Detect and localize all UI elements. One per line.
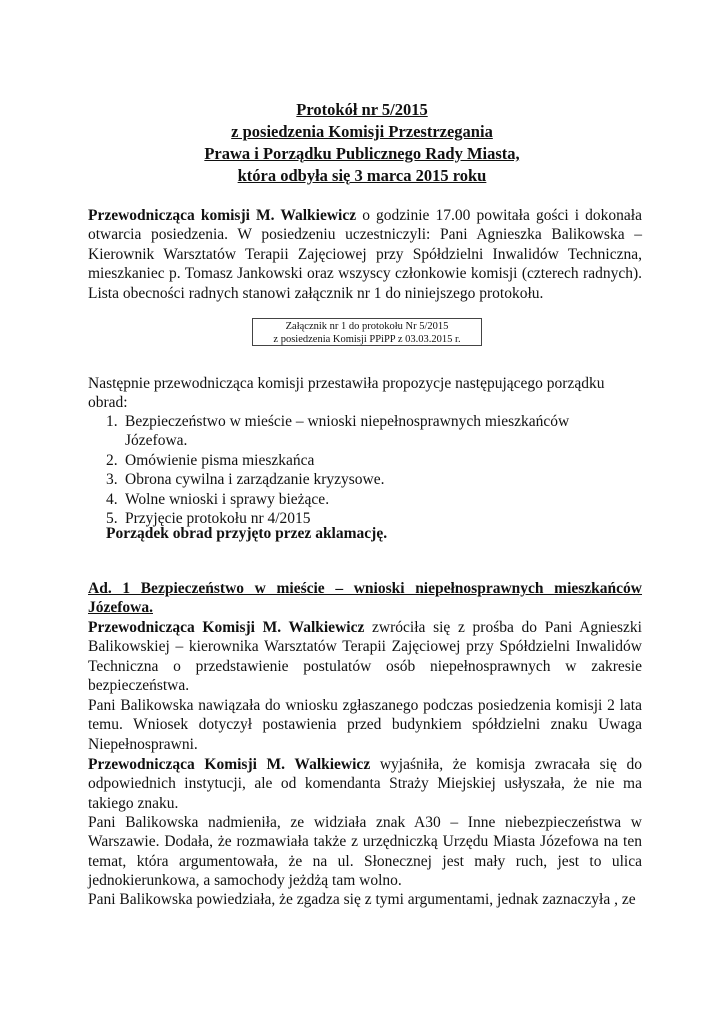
section-1-paragraph-3 (88, 755, 642, 813)
agenda-item (88, 412, 648, 451)
agenda-item (88, 470, 648, 489)
agenda-item-text: Omówienie pisma mieszkańca (125, 451, 315, 469)
agenda-item-number: 5. (106, 510, 118, 528)
agenda-item-number: 2. (106, 451, 118, 469)
agenda-item-text: Wolne wnioski i sprawy bieżące. (125, 490, 330, 508)
chairwoman-name: Przewodnicząca komisji M. Walkiewicz (88, 207, 357, 224)
agenda-item-text: Bezpieczeństwo w mieście – wnioski niepełnosprawnych mieszkańców Józefowa. (125, 413, 570, 450)
section-1-paragraph-4: Pani Balikowska nadmieniła, ze widziała znak A30 – Inne niebezpieczeństwa w Warszawie. Dodała, że rozmawiała także z urzędniczką Urzędu Miasta Józefowa na ten temat, która argumentowała, że na ul. Słonecznej jest mały ruch, jest to ulica jednokierunkowa, a samochody jeżdżą tam wolno. (88, 814, 642, 890)
agenda-item-number: 1. (106, 413, 118, 430)
protocol-title: Protokół nr 5/2015 (296, 100, 428, 119)
agenda-item-text: Obrona cywilna i zarządzanie kryzysowe. (125, 471, 385, 489)
meeting-subtitle-line-2: Prawa i Porządku Publicznego Rady Miasta, (204, 144, 520, 163)
intro-text: o godzinie 17.00 powitała gości i dokonała otwarcia posiedzenia. W posiedzeniu uczestniczyli: Pani Agnieszka Balikowska – Kierownik Warsztatów Terapii Zajęciowej przy Spółdzielni Inwalidów Techniczna, mieszkaniec p. Tomasz Jankowski oraz wszyscy członkowie komisji (czterech radnych). Lista obecności radnych stanowi załącznik nr 1 do niniejszego protokołu. (88, 207, 642, 302)
agenda-item-number: 3. (106, 471, 118, 489)
agenda-item (88, 490, 648, 509)
section-1-paragraph-2: Pani Balikowska nawiązała do wniosku zgłaszanego podczas posiedzenia komisji 2 lata temu. Wniosek dotyczył postawienia przed budynkiem spółdzielni znaku Uwaga Niepełnosprawni. (88, 697, 642, 753)
chairwoman-name: Przewodnicząca Komisji M. Walkiewicz (88, 756, 371, 773)
agenda-item-text: Przyjęcie protokołu nr 4/2015 (125, 510, 311, 528)
agenda-list (88, 412, 648, 528)
agenda-intro: Następnie przewodnicząca komisji przestawiła propozycje następującego porządku obrad: (88, 375, 605, 412)
agenda-item (88, 451, 648, 470)
section-1-heading: Ad. 1 Bezpieczeństwo w mieście – wnioski niepełnosprawnych mieszkańców Józefowa. (88, 580, 642, 617)
chairwoman-name: Przewodnicząca Komisji M. Walkiewicz (88, 619, 365, 636)
meeting-date-line: która odbyła się 3 marca 2015 roku (237, 166, 487, 185)
attachment-note-line-2: z posiedzenia Komisji PPiPP z 03.03.2015 r. (273, 334, 461, 345)
paragraph-text: wyjaśniła, że komisja zwracała się do odpowiednich instytucji, ale od komendanta Straży Miejskiej usłyszała, że nie ma takiego znaku. (88, 756, 642, 812)
section-1-paragraph-5: Pani Balikowska powiedziała, że zgadza się z tymi argumentami, jednak zaznaczyła , ze (88, 891, 636, 908)
agenda-item-number: 4. (106, 490, 118, 508)
paragraph-text: zwróciła się z prośba do Pani Agnieszki Balikowskiej – kierownika Warsztatów Terapii Zajęciowej przy Spółdzielni Inwalidów Techniczna o przedstawienie postulatów osób niepełnosprawnych w zakresie bezpieczeństwa. (88, 619, 642, 695)
section-1-paragraph-1 (88, 618, 642, 696)
intro-paragraph (88, 206, 642, 303)
attachment-note-box (252, 318, 482, 346)
attachment-note-line-1: Załącznik nr 1 do protokołu Nr 5/2015 (285, 321, 449, 332)
agenda-accepted: Porządek obrad przyjęto przez aklamację. (106, 525, 388, 542)
meeting-subtitle-line-1: z posiedzenia Komisji Przestrzegania (231, 122, 493, 141)
